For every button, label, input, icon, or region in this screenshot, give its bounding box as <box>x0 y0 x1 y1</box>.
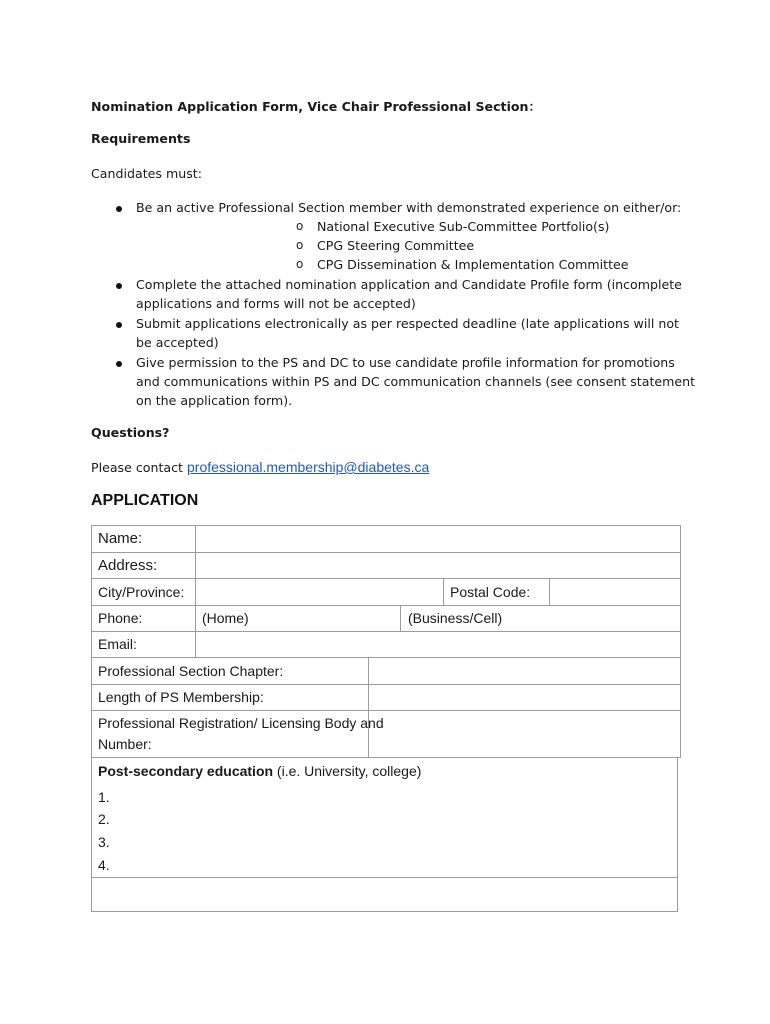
registration-label-line-2: Number: <box>98 736 152 752</box>
name-field[interactable] <box>196 526 680 552</box>
postal-code-field[interactable] <box>550 579 680 605</box>
candidates-must-text: Candidates must: <box>91 166 202 181</box>
email-label: Email: <box>98 636 137 652</box>
bullet-1-line-1: Be an active Professional Section member with demonstrated experience on either/or: <box>136 200 682 215</box>
bullet-icon <box>116 283 122 289</box>
sub-bullet-icon: o <box>296 219 304 233</box>
bullet-4-line-2: and communications within PS and DC communication channels (see consent statement <box>136 374 696 389</box>
sub-item-1: National Executive Sub-Committee Portfolio(s) <box>317 219 610 234</box>
phone-label: Phone: <box>98 610 143 626</box>
questions-heading: Questions? <box>91 425 170 440</box>
education-label-bold: Post-secondary education <box>98 763 274 779</box>
registration-label-line-1: Professional Registration/ Licensing Body and <box>98 715 384 731</box>
bullet-icon <box>116 361 122 367</box>
application-heading: APPLICATION <box>91 492 199 509</box>
sub-bullet-icon: o <box>296 257 304 271</box>
membership-length-label: Length of PS Membership: <box>98 689 264 705</box>
name-label: Name: <box>98 530 143 547</box>
contact-prefix: Please contact <box>91 460 188 475</box>
membership-length-field[interactable] <box>369 685 680 710</box>
form-title: Nomination Application Form, Vice Chair Professional Section： <box>91 99 542 114</box>
email-field[interactable] <box>196 632 680 657</box>
address-field[interactable] <box>196 553 680 578</box>
registration-field[interactable] <box>369 711 680 757</box>
bullet-4-line-1: Give permission to the PS and DC to use candidate profile information for promotions <box>136 355 675 370</box>
home-phone-field[interactable]: (Home) <box>202 610 249 626</box>
bullet-icon <box>116 206 122 212</box>
bullet-4-line-3: on the application form). <box>136 393 293 408</box>
contact-email-link[interactable]: professional.membership@diabetes.ca <box>187 459 430 475</box>
chapter-field[interactable] <box>369 658 680 684</box>
sub-item-2: CPG Steering Committee <box>317 238 475 253</box>
education-label-note: (i.e. University, college) <box>273 763 422 779</box>
education-item-4: 4. <box>98 857 110 873</box>
postal-code-label: Postal Code: <box>450 584 531 600</box>
sub-bullet-icon: o <box>296 238 304 252</box>
bullet-3-line-1: Submit applications electronically as per respected deadline (late applications will not <box>136 316 679 331</box>
education-field[interactable] <box>120 780 675 875</box>
bullet-2-line-1: Complete the attached nomination application and Candidate Profile form (incomplete <box>136 277 682 292</box>
education-label <box>98 763 421 779</box>
bullet-3-line-2: be accepted) <box>136 335 219 350</box>
education-item-3: 3. <box>98 834 110 850</box>
bullet-icon <box>116 322 122 328</box>
sub-item-3: CPG Dissemination & Implementation Committee <box>317 257 629 272</box>
chapter-label: Professional Section Chapter: <box>98 663 284 679</box>
city-province-label: City/Province: <box>98 584 185 600</box>
city-province-field[interactable] <box>196 579 443 605</box>
requirements-heading: Requirements <box>91 131 191 146</box>
contact-line <box>91 459 429 475</box>
bullet-2-line-2: applications and forms will not be accepted) <box>136 296 416 311</box>
address-label: Address: <box>98 557 158 574</box>
additional-field[interactable] <box>92 878 677 911</box>
education-item-2: 2. <box>98 811 110 827</box>
business-cell-phone-field[interactable]: (Business/Cell) <box>408 610 503 626</box>
education-item-1: 1. <box>98 789 110 805</box>
